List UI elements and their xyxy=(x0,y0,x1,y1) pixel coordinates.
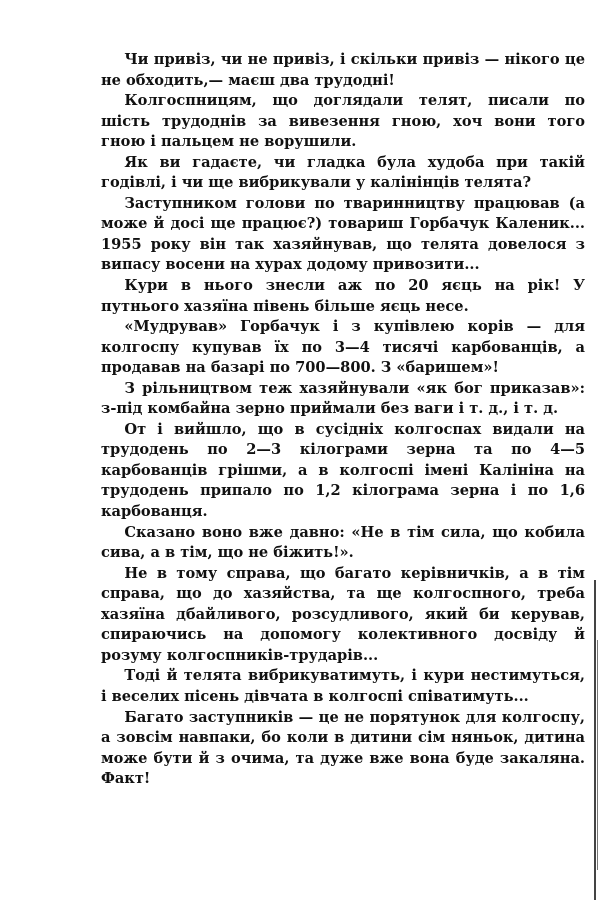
paragraph-8: От і вийшло, що в сусідніх колгоспах видали на трудодень по 2—3 кілограми зерна та по 4—5 карбованців грішми, а в колгоспі імені Калініна на трудодень припало по 1,2 кілограма зерна і по 1,6 карбованця. xyxy=(101,420,585,521)
paragraph-2: Колгоспницям, що доглядали телят, писали по шість трудоднів за вивезення гною, хоч вони того гною і пальцем не ворушили. xyxy=(101,92,585,151)
paragraph-4: Заступником голови по тваринництву працював (а може й досі ще працює?) товариш Горбачук Каленик... 1955 року він так хазяйнував, що телята довелося з випасу восени на хурах додому привозити... xyxy=(101,194,585,274)
paragraph-9: Сказано воно вже давно: «Не в тім сила, що кобила сива, а в тім, що не біжить!». xyxy=(101,523,585,562)
paragraph-3: Як ви гадаєте, чи гладка була худоба при такій годівлі, і чи ще вибрикували у калінінців телята? xyxy=(101,153,585,192)
paragraph-10: Не в тому справа, що багато керівничків, а в тім справа, що до хазяйства, та ще колгоспного, треба хазяїна дбайливого, розсудливого, який би керував, спираючись на допомогу колективного досвіду й розуму колгоспників-трударів... xyxy=(101,564,585,664)
paragraph-1: Чи привіз, чи не привіз, і скільки привіз — нікого це не обходить,— маєш два трудодні! xyxy=(101,51,585,89)
paragraph-6: «Мудрував» Горбачук і з купівлею корів — для колгоспу купував їх по 3—4 тисячі карбованців, а продавав на базарі по 700—800. З «баришем»! xyxy=(101,318,585,377)
paragraph-5: Кури в нього знесли аж по 20 яєць на рік! У путнього хазяїна півень більше яєць несе. xyxy=(101,277,585,315)
scan-edge-shadow-secondary xyxy=(597,640,598,870)
scan-edge-shadow xyxy=(594,580,596,900)
paragraph-7: З рільництвом теж хазяйнували «як бог приказав»: з-під комбайна зерно приймали без ваги і т. д., і т. д. xyxy=(101,379,585,418)
article-body xyxy=(101,50,585,790)
paragraph-12: Багато заступників — це не порятунок для колгоспу, а зовсім навпаки, бо коли в дитини сім няньок, дитина може бути й з очима, та дуже вже вона буде закаляна. Факт! xyxy=(101,708,585,788)
paragraph-11: Тоді й телята вибрикуватимуть, і кури нестимуться, і веселих пісень дівчата в колгоспі співатимуть... xyxy=(101,667,585,705)
